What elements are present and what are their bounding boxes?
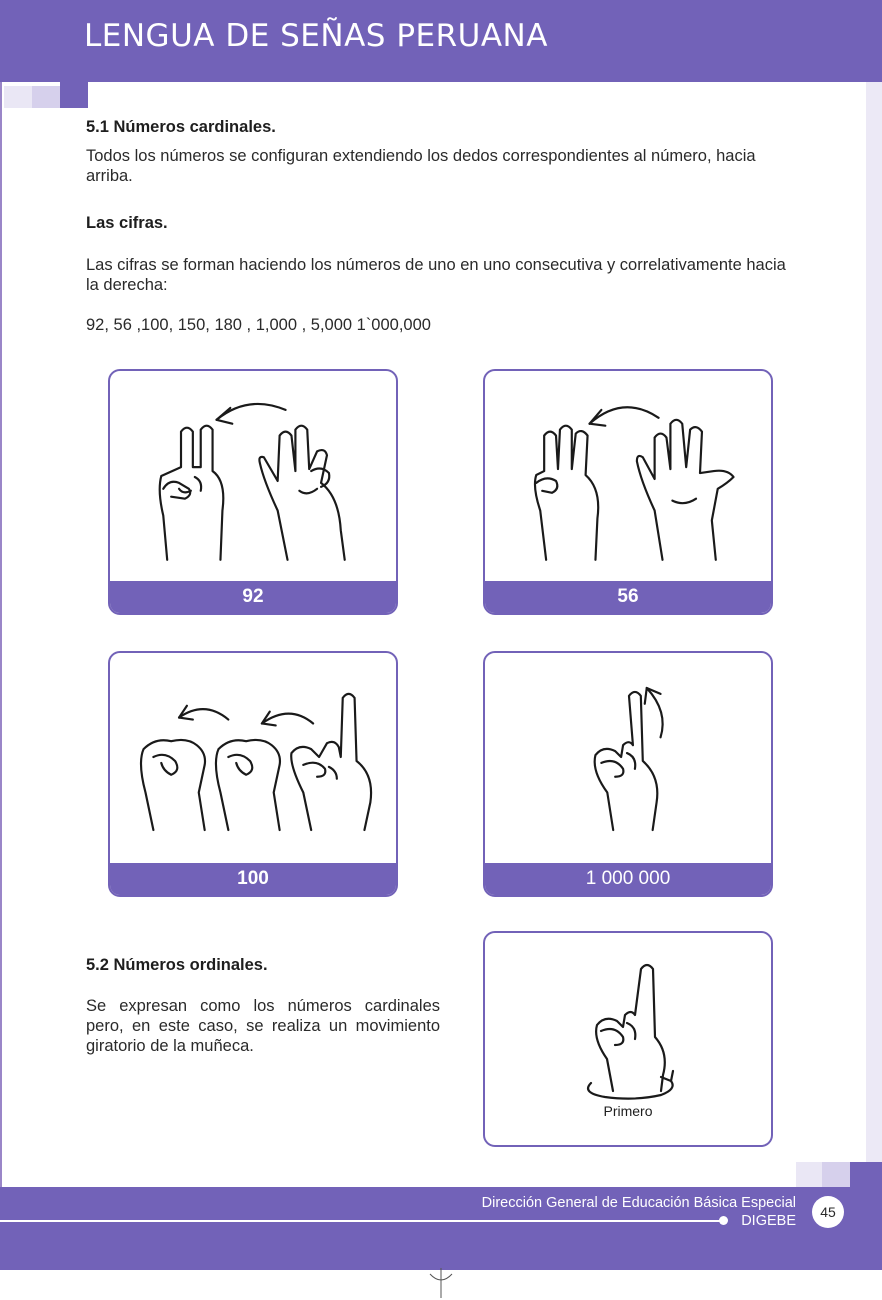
hand-sign-56-icon: [485, 371, 771, 581]
ordinales-body: Se expresan como los números cardinales pero, en este caso, se realiza un movimiento giratorio de la muñeca.: [86, 997, 440, 1055]
page-title: LENGUA DE SEÑAS PERUANA: [84, 18, 548, 54]
cifras-examples: 92, 56 ,100, 150, 180 , 1,000 , 5,000 1`000,000: [86, 316, 431, 334]
hand-sign-92-icon: [110, 371, 396, 581]
section-title-cardinales: 5.1 Números cardinales.: [86, 118, 276, 136]
footer-abbreviation: DIGEBE: [741, 1213, 796, 1229]
sign-card-92: [108, 369, 398, 615]
card-label: 56: [485, 581, 771, 613]
header-tab: [60, 82, 88, 108]
card-label: 1 000 000: [485, 863, 771, 895]
footer-rule: [0, 1220, 722, 1222]
footer-rule-dot: [719, 1216, 728, 1225]
hand-sign-primero-icon: [485, 933, 770, 1101]
footer-decoration: [796, 1162, 822, 1187]
right-margin-strip: [866, 82, 882, 1162]
footer-organization: Dirección General de Educación Básica Especial: [481, 1195, 796, 1211]
card-label: 100: [110, 863, 396, 895]
ordinal-caption: Primero: [603, 1103, 653, 1119]
section-title-ordinales: 5.2 Números ordinales.: [86, 956, 268, 974]
ordinal-card-primero: [483, 931, 773, 1147]
header-decoration: [4, 86, 32, 108]
header-band: [0, 0, 882, 82]
card-label: 92: [110, 581, 396, 613]
header-decoration: [32, 86, 60, 108]
hand-sign-1000000-icon: [485, 653, 771, 863]
cifras-body: Las cifras se forman haciendo los números de uno en uno consecutiva y correlativamente hacia la derecha:: [86, 256, 786, 294]
cardinales-intro: Todos los números se configuran extendiendo los dedos correspondientes al número, hacia arriba.: [86, 147, 756, 185]
sign-card-1000000: [483, 651, 773, 897]
footer-tab: [850, 1162, 882, 1187]
sign-card-56: [483, 369, 773, 615]
page-number: 45: [812, 1196, 844, 1228]
subsection-title-cifras: Las cifras.: [86, 214, 168, 232]
crop-mark-icon: [426, 1268, 456, 1300]
sign-card-100: [108, 651, 398, 897]
footer-decoration: [822, 1162, 850, 1187]
hand-sign-100-icon: [110, 653, 396, 863]
